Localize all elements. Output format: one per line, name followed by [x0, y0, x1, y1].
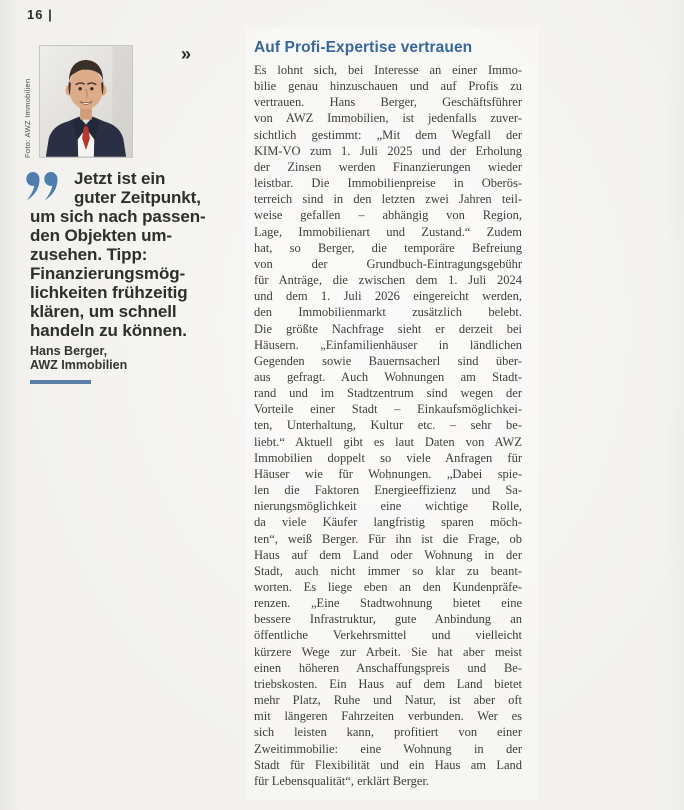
article-line: Stadt für Flexibilität und ein Haus am Land	[254, 757, 522, 772]
pull-quote-line: den Objekten um-	[30, 226, 172, 245]
page-number: 16 |	[27, 7, 53, 22]
article-line: öffentliche Verkehrsmittel und vielleicht	[254, 628, 522, 643]
pull-quote	[30, 169, 244, 340]
article-line: Lage, Immobilienart und Zustand.“ Zudem	[254, 224, 522, 239]
article-line: liebt.“ Aktuell gibt es laut Daten von AWZ	[254, 434, 522, 449]
article-line: von AWZ Immobilien, ist jedenfalls zuver-	[254, 111, 522, 126]
article-line: ten, Unterhaltung, Kultur etc. – sehr be-	[254, 418, 522, 433]
photo-credit: Foto: AWZ Immobilien	[23, 78, 32, 158]
pull-quote-line: Finanzierungsmög-	[30, 264, 186, 283]
article-line: da viele Käufer langfristig sparen möch-	[254, 515, 522, 530]
article-line: vertrauen. Hans Berger, Geschäftsführer	[254, 95, 522, 110]
accent-bar	[30, 380, 91, 384]
article-line: rand und im Stadtzentrum sind wegen der	[254, 386, 522, 401]
article-line: hat, so Berger, die temporäre Befreiung	[254, 240, 522, 255]
article-line: Es lohnt sich, bei Interesse an einer Immo-	[254, 63, 522, 77]
article-line: renzen. „Eine Stadtwohnung bietet eine	[254, 596, 522, 611]
article-line: Zweitimmobilie: eine Wohnung in der	[254, 741, 522, 756]
pull-quote-line: lichkeiten frühzeitig	[30, 283, 188, 302]
article-line: für Lebensqualität“, erklärt Berger.	[254, 773, 430, 788]
article-line: Haus auf dem Land oder Wohnung in der	[254, 547, 522, 562]
article-line: Häusern. „Einfamilienhäuser in ländlichen	[254, 337, 522, 352]
article-line: terreich sind in den letzten zwei Jahren teil-	[254, 192, 522, 207]
article-line: Häuser wie für Wohnungen. „Dabei spie-	[254, 466, 522, 481]
article-line: bilie genau hinzuschauen und auf Profis zu	[254, 79, 522, 94]
article-line: worten. Es liege eben an den Kundenpräfe-	[254, 580, 522, 594]
article-line: mehr Platz, Ruhe und Natur, ist aber oft	[254, 693, 522, 708]
pull-quote-line: Jetzt ist ein	[74, 169, 166, 188]
quote-attribution	[30, 345, 127, 372]
article-line: Gegenden sowie Bauernsacherl sind über-	[254, 353, 522, 368]
pull-quote-line: zusehen. Tipp:	[30, 245, 148, 264]
pull-quote-line: guter Zeitpunkt,	[74, 188, 201, 207]
article-line: leistbar. Die Immobilienpreise in Oberös-	[254, 176, 522, 191]
article-line: von der Grundbuch-Eintragungsgebühr	[254, 256, 522, 271]
article-line: aus gefragt. Auch Wohnungen am Stadt-	[254, 369, 522, 384]
article	[254, 39, 522, 789]
article-heading: Auf Profi-Expertise vertrauen	[254, 39, 473, 56]
article-line: Vorteile einer Stadt – Einkaufsmöglichkei-	[254, 402, 522, 417]
article-line: kürzere Wege zur Arbeit. Sie hat aber meist	[254, 644, 522, 659]
attribution-org: AWZ Immobilien	[30, 357, 128, 372]
article-line: bessere Infrastruktur, gute Anbindung an	[254, 612, 522, 627]
pull-quote-line: klären, um schnell	[30, 302, 177, 321]
article-line: KIM-VO zum 1. Juli 2025 und der Erholung	[254, 143, 522, 158]
pull-quote-line: um sich nach passen-	[30, 207, 206, 226]
article-line: Immobilien doppelt so viele Anfragen für	[254, 450, 522, 465]
portrait-photo-illustration	[40, 46, 132, 157]
article-line: einen höheren Anschaffungspreis und Be-	[254, 660, 522, 675]
article-line: nierungsmöglichkeit eine wichtige Rolle,	[254, 499, 522, 514]
article-line: sichtlich gestimmt: „Mit dem Wegfall der	[254, 127, 522, 142]
article-line: triebskosten. Ein Haus auf dem Land bietet	[254, 676, 522, 691]
article-body	[254, 62, 522, 789]
article-line: und dem 1. Juli 2026 eingereicht werden,	[254, 289, 522, 304]
portrait-photo	[39, 45, 133, 158]
article-line: Stadt, auch nicht immer so klar zu beant-	[254, 563, 522, 578]
continuation-mark: »	[181, 44, 192, 64]
article-line: sich leisten kann, profitiert von einer	[254, 725, 522, 740]
pull-quote-line: handeln zu können.	[30, 321, 187, 340]
article-line: ten“, weiß Berger. Für ihn ist die Frage, ob	[254, 531, 522, 546]
article-line: der Zinsen werden Finanzierungen wieder	[254, 159, 522, 174]
article-line: für Anträge, die zwischen dem 1. Juli 2024	[254, 273, 522, 288]
article-line: len die Faktoren Energieeffizienz und Sa-	[254, 483, 522, 498]
article-line: den Immobilienmarkt zusätzlich belebt.	[254, 305, 522, 320]
attribution-name: Hans Berger,	[30, 344, 108, 358]
article-line: Die größte Nachfrage sieht er derzeit bei	[254, 321, 522, 336]
article-line: weise gefallen – abhängig von Region,	[254, 208, 522, 223]
article-line: mit längeren Fahrzeiten verbunden. Wer es	[254, 709, 522, 724]
